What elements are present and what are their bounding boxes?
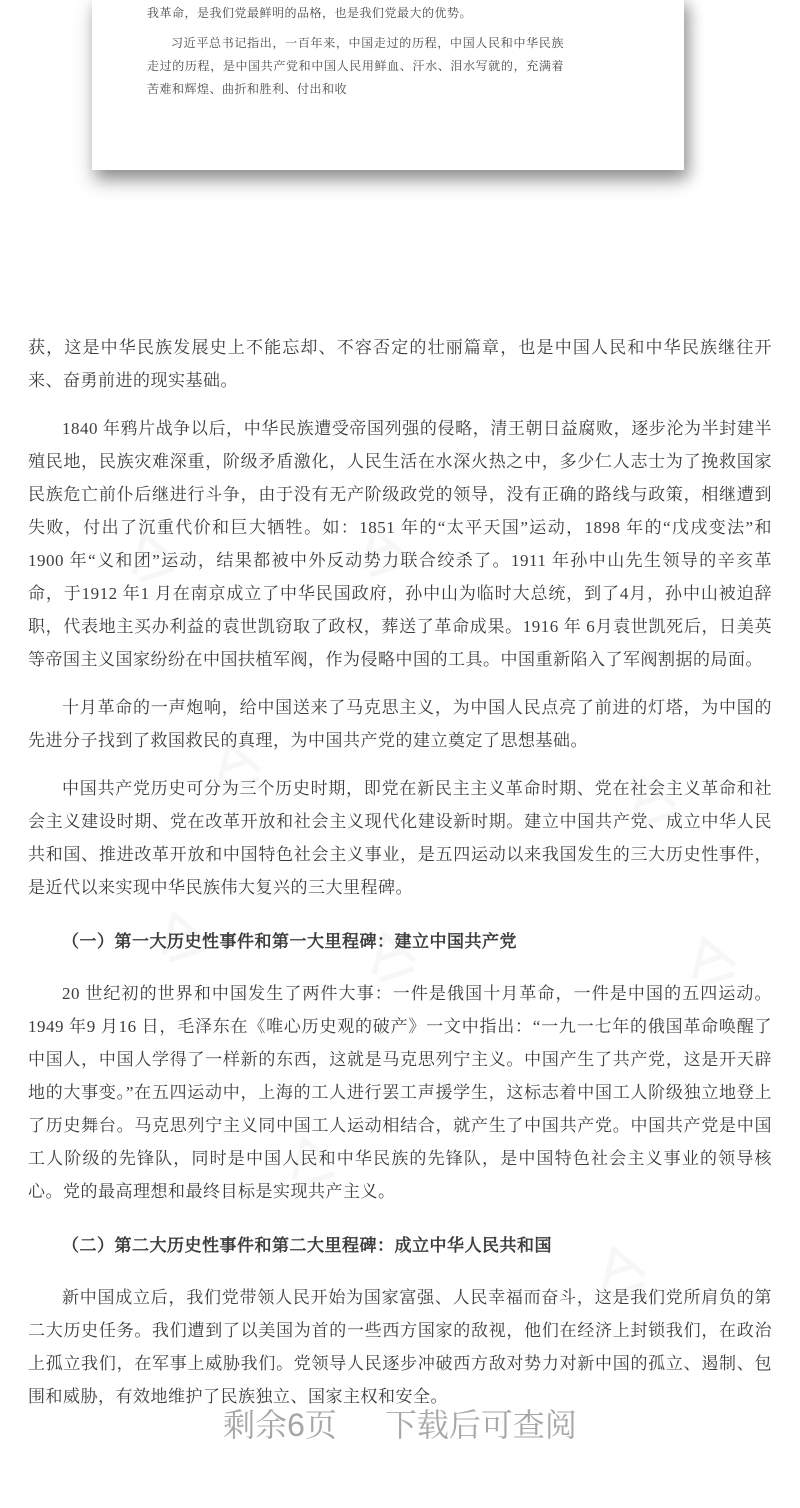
preview-continuation-line: 我革命，是我们党最鲜明的品格，也是我们党最大的优势。 <box>147 6 473 20</box>
paragraph: 1840 年鸦片战争以后，中华民族遭受帝国列强的侵略，清王朝日益腐败，逐步沦为半封建半殖民地，民族灾难深重，阶级矛盾激化，人民生活在水深火热之中，多少仁人志士为了挽救国家民族危亡前仆后继进行斗争，由于没有无产阶级政党的领导，没有正确的路线与政策，相继遭到失败，付出了沉重代价和巨大牺牲。如：1851 年的“太平天国”运动，1898 年的“戊戌变法”和1900 年“义和团”运动，结果都被中外反动势力联合绞杀了。1911 年孙中山先生领导的辛亥革命，于1912 年1 月在南京成立了中华民国政府，孙中山为临时大总统，到了4月，孙中山被迫辞职，代表地主买办利益的袁世凯窃取了政权，葬送了革命成果。1916 年 6月袁世凯死后，日美英等帝国主义国家纷纷在中国扶植军阀，作为侵略中国的工具。中国重新陷入了军阀割据的局面。 <box>28 419 772 669</box>
preview-paragraph: 习近平总书记指出，一百年来，中国走过的历程，中国人民和中华民族走过的历程，是中国共产党和中国人民用鲜血、汗水、泪水写就的，充满着苦难和辉煌、曲折和胜利、付出和收 <box>147 36 564 96</box>
document-preview-page <box>92 0 684 170</box>
paragraph: 20 世纪初的世界和中国发生了两件大事：一件是俄国十月革命，一件是中国的五四运动。1949 年9 月16 日，毛泽东在《唯心历史观的破产》一文中指出：“一九一七年的俄国革命唤醒了中国人，中国人学得了一样新的东西，这就是马克思列宁主义。中国产生了共产党，这是开天辟地的大事变。”在五四运动中，上海的工人进行罢工声援学生，这标志着中国工人阶级独立地登上了历史舞台。马克思列宁主义同中国工人运动相结合，就产生了中国共产党。中国共产党是中国工人阶级的先锋队，同时是中国人民和中华民族的先锋队，是中国特色社会主义事业的领导核心。党的最高理想和最终目标是实现共产主义。 <box>28 984 772 1201</box>
remaining-pages-bar <box>0 1400 800 1446</box>
document-body <box>0 331 800 1428</box>
paragraph: 获，这是中华民族发展史上不能忘却、不容否定的壮丽篇章，也是中国人民和中华民族继往开来、奋勇前进的现实基础。 <box>28 338 772 390</box>
paragraph: 中国共产党历史可分为三个历史时期，即党在新民主主义革命时期、党在社会主义革命和社会主义建设时期、党在改革开放和社会主义现代化建设新时期。建立中国共产党、成立中华人民共和国、推进改革开放和中国特色社会主义事业，是五四运动以来我国发生的三大历史性事件，是近代以来实现中华民族伟大复兴的三大里程碑。 <box>28 779 772 897</box>
paragraph: 十月革命的一声炮响，给中国送来了马克思主义，为中国人民点亮了前进的灯塔，为中国的先进分子找到了救国救民的真理，为中国共产党的建立奠定了思想基础。 <box>28 698 772 750</box>
section-heading: （一）第一大历史性事件和第一大里程碑：建立中国共产党 <box>62 932 517 951</box>
download-hint-label: 下载后可查阅 <box>384 1407 577 1443</box>
paragraph: 新中国成立后，我们党带领人民开始为国家富强、人民幸福而奋斗，这是我们党所肩负的第二大历史任务。我们遭到了以美国为首的一些西方国家的敌视，他们在经济上封锁我们，在政治上孤立我们，在军事上威胁我们。党领导人民逐步冲破西方敌对势力对新中国的孤立、遏制、包围和威胁，有效地维护了民族独立、国家主权和安全。 <box>28 1288 772 1406</box>
remaining-pages-label: 剩余6页 <box>223 1407 337 1443</box>
section-heading: （二）第二大历史性事件和第二大里程碑：成立中华人民共和国 <box>62 1236 552 1255</box>
